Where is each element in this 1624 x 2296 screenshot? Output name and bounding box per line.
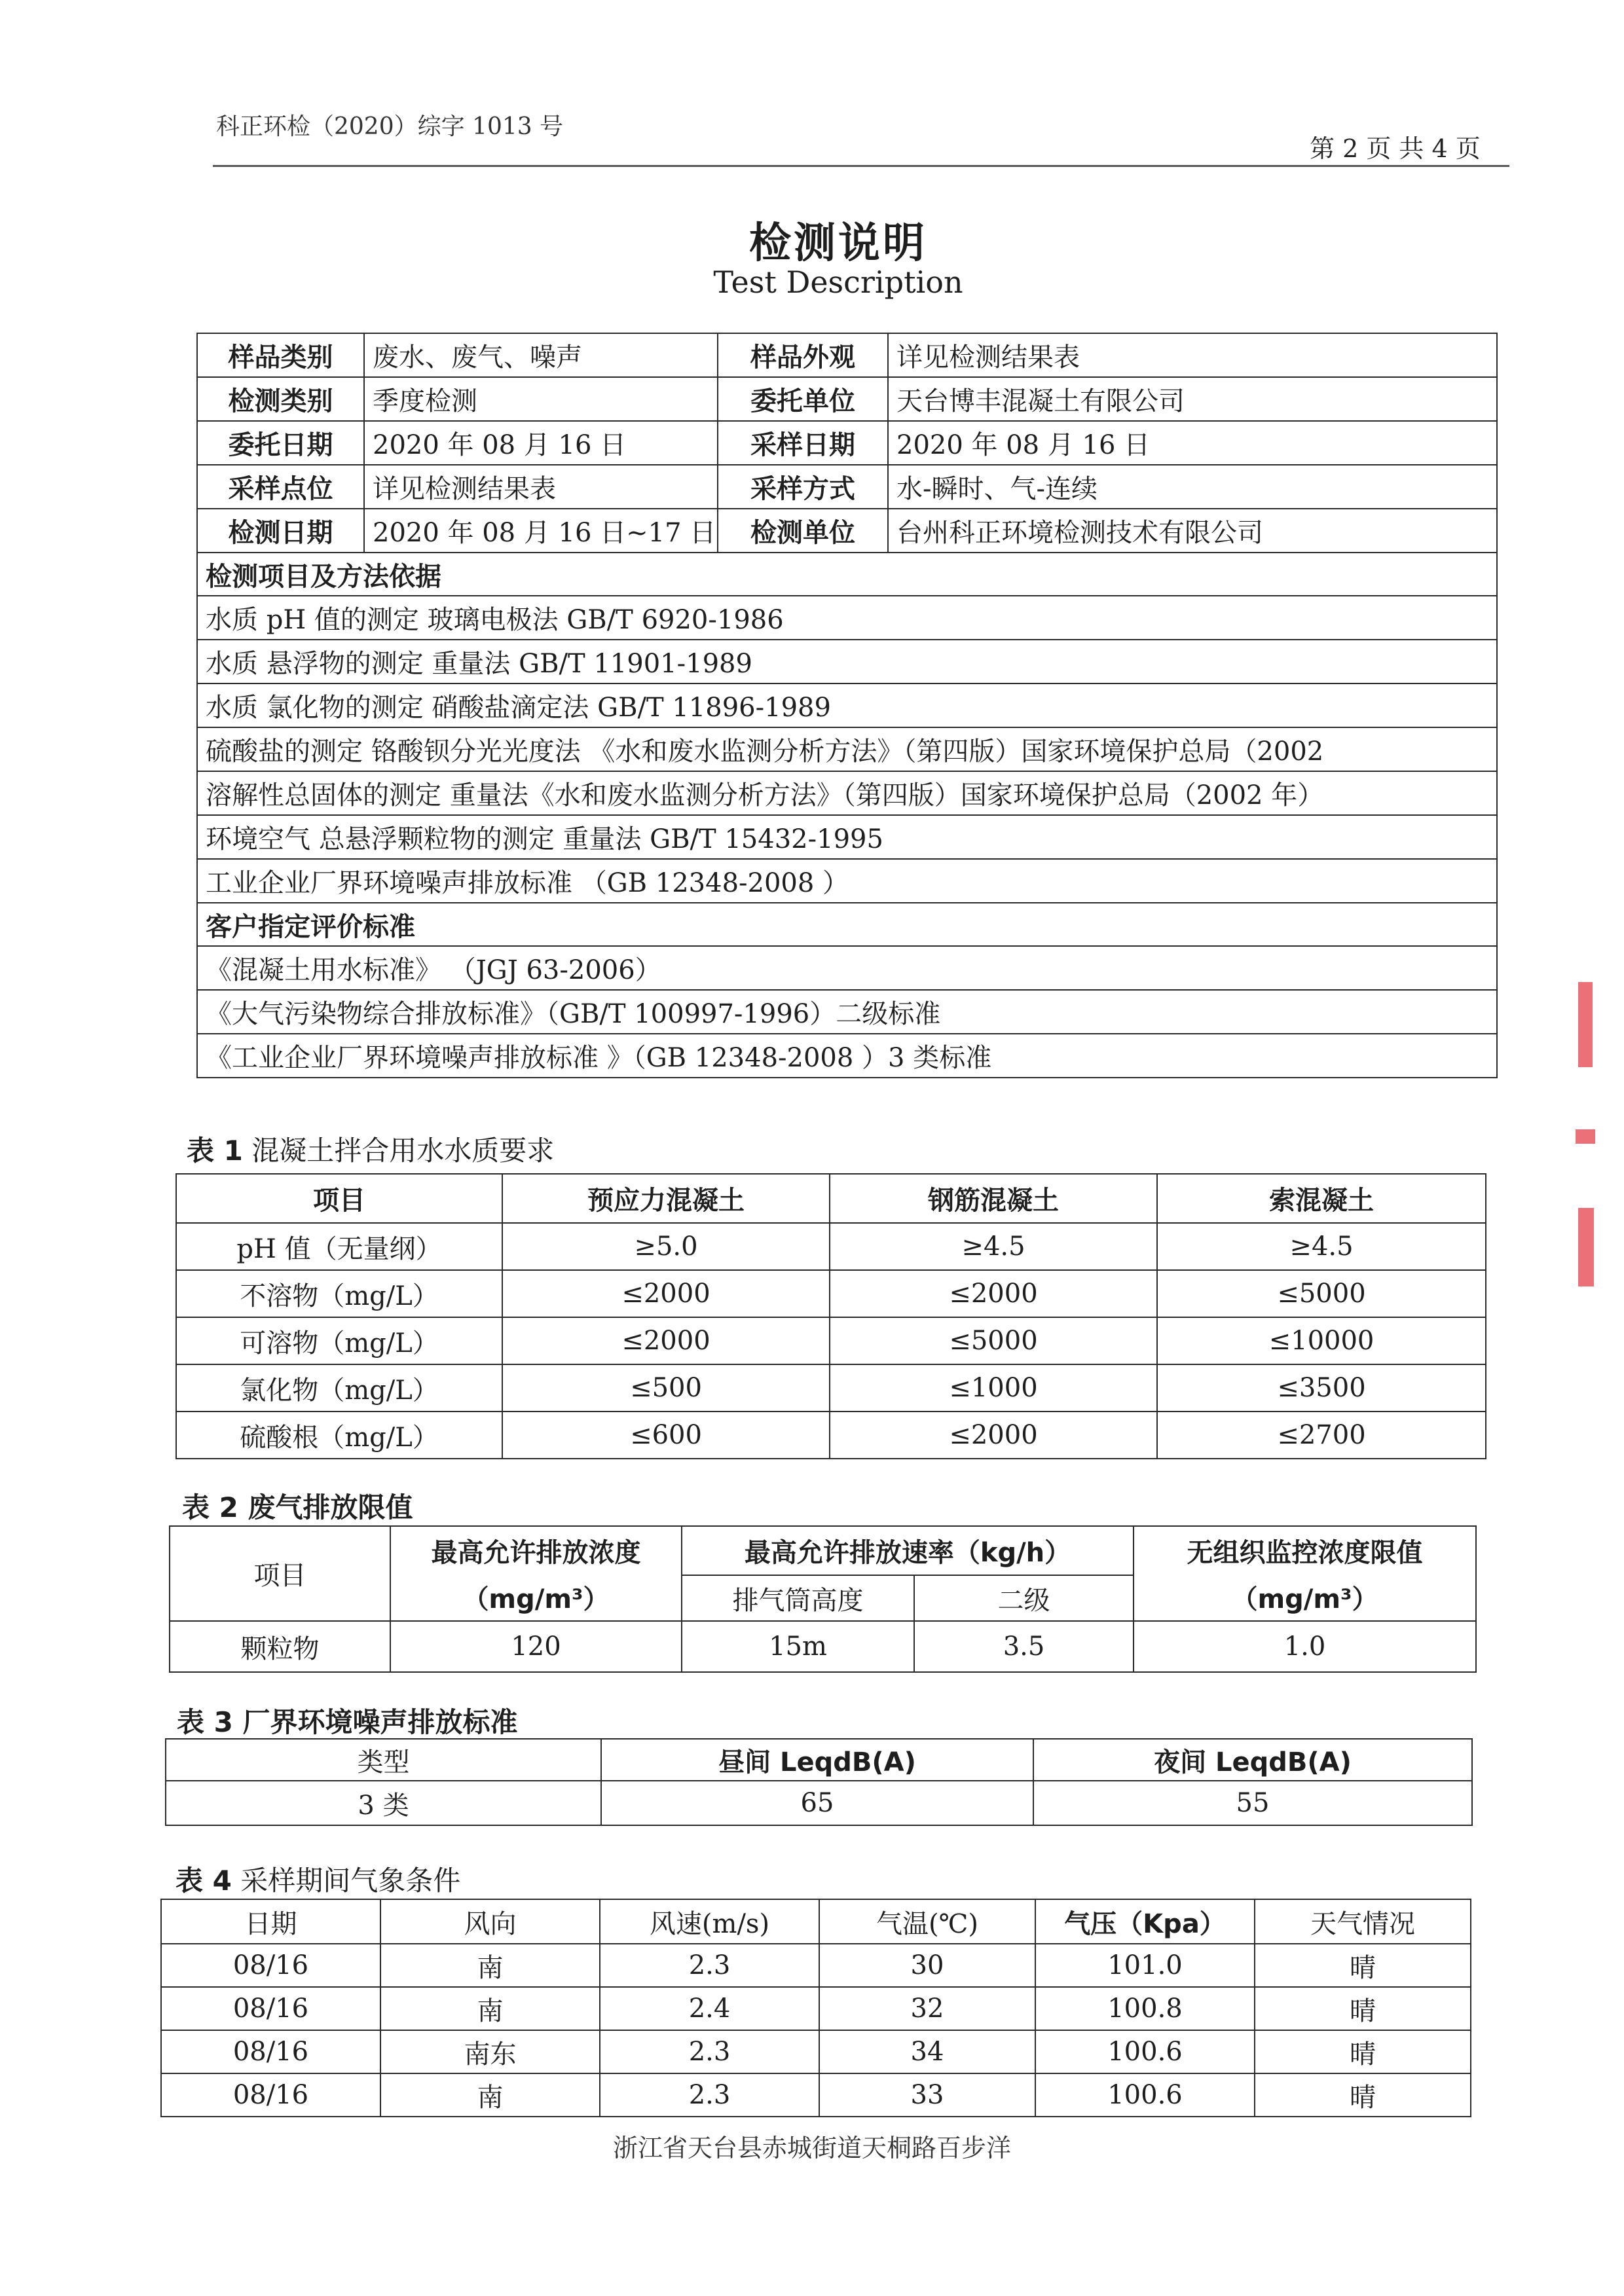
t2-h-fugitive-unit: （mg/m³）	[1231, 1584, 1378, 1614]
info-value: 2020 年 08 月 16 日	[364, 421, 718, 465]
t2-h-fugitive-label: 无组织监控浓度限值	[1187, 1537, 1423, 1568]
info-label: 检测单位	[718, 509, 888, 553]
method-row	[197, 727, 1497, 771]
table3-caption: 表 3 厂界环境噪声排放标准	[177, 1706, 518, 1738]
table4-cell: 08/16	[161, 2073, 380, 2117]
info-value: 废水、废气、噪声	[364, 333, 718, 377]
table1-header: 预应力混凝土	[502, 1174, 830, 1223]
info-label: 采样方式	[718, 465, 888, 509]
info-label: 检测日期	[197, 509, 364, 553]
table4-cell: 34	[819, 2030, 1035, 2073]
info-table	[196, 333, 1498, 1078]
table4	[160, 1899, 1471, 2117]
method-row	[197, 771, 1497, 815]
table1-cell: ≥4.5	[830, 1223, 1157, 1270]
info-label: 委托单位	[718, 377, 888, 421]
standards-heading: 客户指定评价标准	[197, 903, 1497, 946]
method-row	[197, 640, 1497, 683]
table-row	[176, 1270, 1486, 1317]
info-value: 天台博丰混凝土有限公司	[888, 377, 1497, 421]
t2-cell: 3.5	[914, 1621, 1134, 1672]
table1-header: 钢筋混凝土	[830, 1174, 1157, 1223]
standard-row	[197, 1034, 1497, 1078]
table2	[169, 1525, 1477, 1673]
info-label: 样品类别	[197, 333, 364, 377]
method-text: 溶解性总固体的测定 重量法《水和废水监测分析方法》（第四版）国家环境保护总局（2002 年）	[197, 771, 1497, 815]
table4-cell: 晴	[1255, 1944, 1471, 1987]
method-row	[197, 683, 1497, 727]
info-value: 详见检测结果表	[888, 333, 1497, 377]
table1-caption	[187, 1129, 554, 1169]
table4-cell: 南	[380, 1987, 600, 2030]
table1-cell: ≤1000	[830, 1364, 1157, 1412]
t3-cell: 65	[601, 1781, 1033, 1825]
info-row	[197, 377, 1497, 421]
table4-cell: 100.8	[1035, 1987, 1255, 2030]
table-row	[161, 2030, 1471, 2073]
table4-caption	[175, 1859, 460, 1899]
seal-fragment	[1576, 1129, 1595, 1144]
table-row	[176, 1317, 1486, 1364]
seal-fragment	[1578, 1208, 1594, 1286]
table-row	[161, 2073, 1471, 2117]
table1-cell: ≤5000	[830, 1317, 1157, 1364]
table1-cell: ≤600	[502, 1412, 830, 1459]
report-number: 科正环检（2020）综字 1013 号	[216, 113, 564, 140]
table4-header: 天气情况	[1255, 1899, 1471, 1944]
table4-cell: 08/16	[161, 1944, 380, 1987]
t2-h-rate: 最高允许排放速率（kg/h）	[682, 1526, 1134, 1575]
standard-text: 《混凝土用水标准》 （JGJ 63-2006）	[197, 946, 1497, 990]
table-row	[176, 1412, 1486, 1459]
table1-cell: ≤10000	[1157, 1317, 1486, 1364]
t3-cell: 55	[1033, 1781, 1472, 1825]
info-value: 台州科正环境检测技术有限公司	[888, 509, 1497, 553]
t3-h-day: 昼间 LeqdB(A)	[601, 1739, 1033, 1781]
table4-header-row	[161, 1899, 1471, 1944]
t2-h-conc	[390, 1526, 682, 1621]
table-row	[161, 1944, 1471, 1987]
table4-cell: 30	[819, 1944, 1035, 1987]
table1-cell: ≤2000	[502, 1317, 830, 1364]
table1-cell: ≤3500	[1157, 1364, 1486, 1412]
table4-cell: 33	[819, 2073, 1035, 2117]
t2-h-item: 项目	[170, 1526, 390, 1621]
t2-cell: 120	[390, 1621, 682, 1672]
table4-cell: 08/16	[161, 1987, 380, 2030]
info-label: 委托日期	[197, 421, 364, 465]
table4-cell: 南东	[380, 2030, 600, 2073]
table4-cell: 2.3	[600, 1944, 819, 1987]
info-row	[197, 465, 1497, 509]
table1	[175, 1173, 1486, 1459]
table4-cell: 2.3	[600, 2073, 819, 2117]
table1-cell: 不溶物（mg/L）	[176, 1270, 502, 1317]
methods-heading: 检测项目及方法依据	[197, 553, 1497, 596]
table1-header: 项目	[176, 1174, 502, 1223]
method-text: 硫酸盐的测定 铬酸钡分光光度法 《水和废水监测分析方法》（第四版）国家环境保护总局（2002	[197, 727, 1497, 771]
method-text: 水质 pH 值的测定 玻璃电极法 GB/T 6920-1986	[197, 596, 1497, 640]
info-row	[197, 333, 1497, 377]
t2-h-level: 二级	[914, 1575, 1134, 1621]
table4-header: 日期	[161, 1899, 380, 1944]
table4-cell: 08/16	[161, 2030, 380, 2073]
info-value: 季度检测	[364, 377, 718, 421]
table4-header: 气温(℃)	[819, 1899, 1035, 1944]
info-label: 检测类别	[197, 377, 364, 421]
seal-fragment	[1578, 982, 1593, 1067]
header-rule	[213, 165, 1509, 167]
page-info: 第 2 页 共 4 页	[1310, 134, 1481, 163]
info-label: 采样日期	[718, 421, 888, 465]
table3	[165, 1738, 1473, 1826]
t2-cell: 1.0	[1134, 1621, 1476, 1672]
t3-h-type: 类型	[166, 1739, 601, 1781]
table4-cell: 晴	[1255, 2073, 1471, 2117]
table1-cell: ≥4.5	[1157, 1223, 1486, 1270]
info-rows	[197, 333, 1497, 553]
t2-h-fugitive	[1134, 1526, 1476, 1621]
method-row	[197, 596, 1497, 640]
table1-caption-num: 表 1	[187, 1135, 243, 1167]
info-value: 2020 年 08 月 16 日~17 日	[364, 509, 718, 553]
table4-cell: 晴	[1255, 1987, 1471, 2030]
table4-caption-text: 采样期间气象条件	[240, 1865, 461, 1897]
table-row	[176, 1364, 1486, 1412]
table1-caption-text: 混凝土拌合用水水质要求	[251, 1135, 555, 1167]
table1-cell: ≤500	[502, 1364, 830, 1412]
info-value: 2020 年 08 月 16 日	[888, 421, 1497, 465]
table1-cell: pH 值（无量纲）	[176, 1223, 502, 1270]
info-row	[197, 421, 1497, 465]
table4-header: 气压（Kpa）	[1035, 1899, 1255, 1944]
table4-cell: 100.6	[1035, 2030, 1255, 2073]
info-value: 详见检测结果表	[364, 465, 718, 509]
standard-text: 《工业企业厂界环境噪声排放标准 》（GB 12348-2008 ）3 类标准	[197, 1034, 1497, 1078]
t3-cell: 3 类	[166, 1781, 601, 1825]
table4-cell: 南	[380, 2073, 600, 2117]
table-row	[161, 1987, 1471, 2030]
table4-cell: 晴	[1255, 2030, 1471, 2073]
method-text: 工业企业厂界环境噪声排放标准 （GB 12348-2008 ）	[197, 859, 1497, 903]
table1-cell: ≤5000	[1157, 1270, 1486, 1317]
method-rows	[197, 596, 1497, 903]
t2-cell: 15m	[682, 1621, 914, 1672]
table4-cell: 2.4	[600, 1987, 819, 2030]
table1-cell: ≤2000	[830, 1270, 1157, 1317]
footer-address: 浙江省天台县赤城街道天桐路百步洋	[612, 2134, 1011, 2162]
seal-stamp	[1572, 982, 1598, 1309]
table4-caption-num: 表 4	[175, 1865, 232, 1897]
table1-cell: ≤2000	[830, 1412, 1157, 1459]
standard-text: 《大气污染物综合排放标准》（GB/T 100997-1996）二级标准	[197, 990, 1497, 1034]
table1-cell: 氯化物（mg/L）	[176, 1364, 502, 1412]
page-subtitle: Test Description	[713, 264, 963, 300]
table4-cell: 100.6	[1035, 2073, 1255, 2117]
table1-cell: ≤2700	[1157, 1412, 1486, 1459]
method-row	[197, 859, 1497, 903]
table1-body	[176, 1223, 1486, 1459]
page-title: 检测说明	[749, 219, 927, 268]
standard-row	[197, 946, 1497, 990]
table4-header: 风向	[380, 1899, 600, 1944]
t2-cell: 颗粒物	[170, 1621, 390, 1672]
t2-h-conc-label: 最高允许排放浓度	[431, 1537, 641, 1568]
table1-header-row	[176, 1174, 1486, 1223]
table4-cell: 32	[819, 1987, 1035, 2030]
method-text: 环境空气 总悬浮颗粒物的测定 重量法 GB/T 15432-1995	[197, 815, 1497, 859]
table4-cell: 2.3	[600, 2030, 819, 2073]
table1-cell: 硫酸根（mg/L）	[176, 1412, 502, 1459]
standard-rows	[197, 946, 1497, 1078]
method-text: 水质 氯化物的测定 硝酸盐滴定法 GB/T 11896-1989	[197, 683, 1497, 727]
info-label: 样品外观	[718, 333, 888, 377]
table4-cell: 南	[380, 1944, 600, 1987]
table1-cell: ≥5.0	[502, 1223, 830, 1270]
table1-cell: ≤2000	[502, 1270, 830, 1317]
t3-h-night: 夜间 LeqdB(A)	[1033, 1739, 1472, 1781]
t2-h-conc-unit: （mg/m³）	[462, 1584, 610, 1614]
table4-body	[161, 1944, 1471, 2117]
table-row	[176, 1223, 1486, 1270]
table1-cell: 可溶物（mg/L）	[176, 1317, 502, 1364]
table1-header: 索混凝土	[1157, 1174, 1486, 1223]
info-label: 采样点位	[197, 465, 364, 509]
info-value: 水-瞬时、气-连续	[888, 465, 1497, 509]
standard-row	[197, 990, 1497, 1034]
table4-header: 风速(m/s)	[600, 1899, 819, 1944]
t2-h-height: 排气筒高度	[682, 1575, 914, 1621]
method-row	[197, 815, 1497, 859]
table2-caption: 表 2 废气排放限值	[182, 1491, 413, 1523]
table4-cell: 101.0	[1035, 1944, 1255, 1987]
info-row	[197, 509, 1497, 553]
method-text: 水质 悬浮物的测定 重量法 GB/T 11901-1989	[197, 640, 1497, 683]
